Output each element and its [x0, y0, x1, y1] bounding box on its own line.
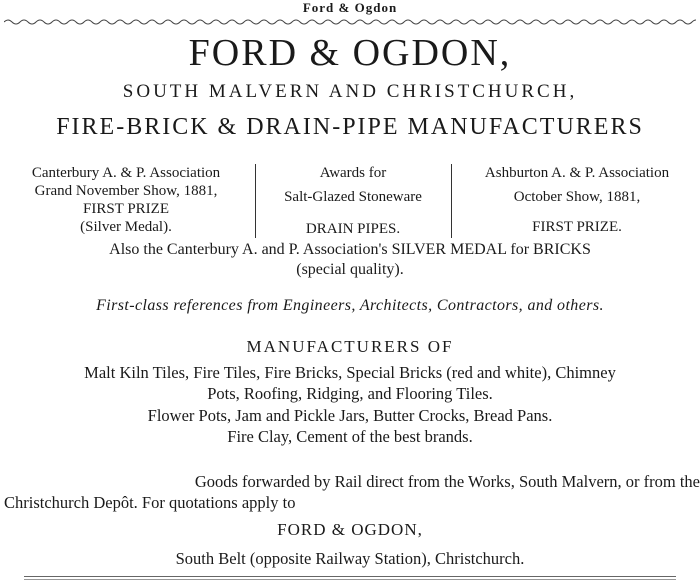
award-center [258, 164, 448, 238]
running-title: Ford & Ogdon [302, 0, 398, 15]
advert-title: FORD & OGDON, [188, 32, 512, 74]
award-left-line: FIRST PRIZE [83, 201, 169, 217]
award-right-line: October Show, 1881, [513, 189, 641, 205]
award-right-line: Ashburton A. & P. Association [484, 165, 670, 181]
award-right [454, 164, 700, 236]
manufacturers-heading: MANUFACTURERS OF [246, 337, 454, 356]
award-center-line: Awards for [319, 165, 387, 181]
product-line: Malt Kiln Tiles, Fire Tiles, Fire Bricks, Special Bricks (red and white), Chimney [84, 363, 616, 382]
goods-line: Christchurch Depôt. For quotations apply to [4, 493, 296, 512]
award-left-line: Grand November Show, 1881, [34, 183, 218, 199]
award-center-line: DRAIN PIPES. [305, 221, 401, 237]
award-center-line: Salt-Glazed Stoneware [284, 189, 422, 205]
contact-address: South Belt (opposite Railway Station), Christchurch. [175, 549, 525, 568]
contact-name: FORD & OGDON, [277, 520, 423, 539]
column-divider [255, 164, 256, 238]
bottom-rule [24, 576, 676, 577]
references-line: First-class references from Engineers, Architects, Contractors, and others. [96, 297, 604, 314]
medal-line: Also the Canterbury A. and P. Association's SILVER MEDAL for BRICKS [109, 241, 591, 258]
bottom-rule [24, 579, 676, 580]
award-left-line: (Silver Medal). [80, 219, 172, 235]
product-line: Flower Pots, Jam and Pickle Jars, Butter Crocks, Bread Pans. [147, 406, 553, 425]
goods-line: Goods forwarded by Rail direct from the Works, South Malvern, or from the [194, 472, 700, 491]
trade-line: FIRE-BRICK & DRAIN-PIPE MANUFACTURERS [56, 114, 644, 140]
award-right-line: FIRST PRIZE. [532, 219, 622, 235]
column-divider [451, 164, 452, 238]
award-left-line: Canterbury A. & P. Association [31, 165, 221, 181]
award-left [0, 164, 252, 236]
product-line: Pots, Roofing, Ridging, and Flooring Tiles. [207, 384, 493, 403]
wavy-rule-top [4, 17, 696, 27]
locations-line: SOUTH MALVERN AND CHRISTCHURCH, [122, 81, 578, 102]
medal-quality: (special quality). [296, 261, 404, 278]
product-line: Fire Clay, Cement of the best brands. [227, 427, 473, 446]
